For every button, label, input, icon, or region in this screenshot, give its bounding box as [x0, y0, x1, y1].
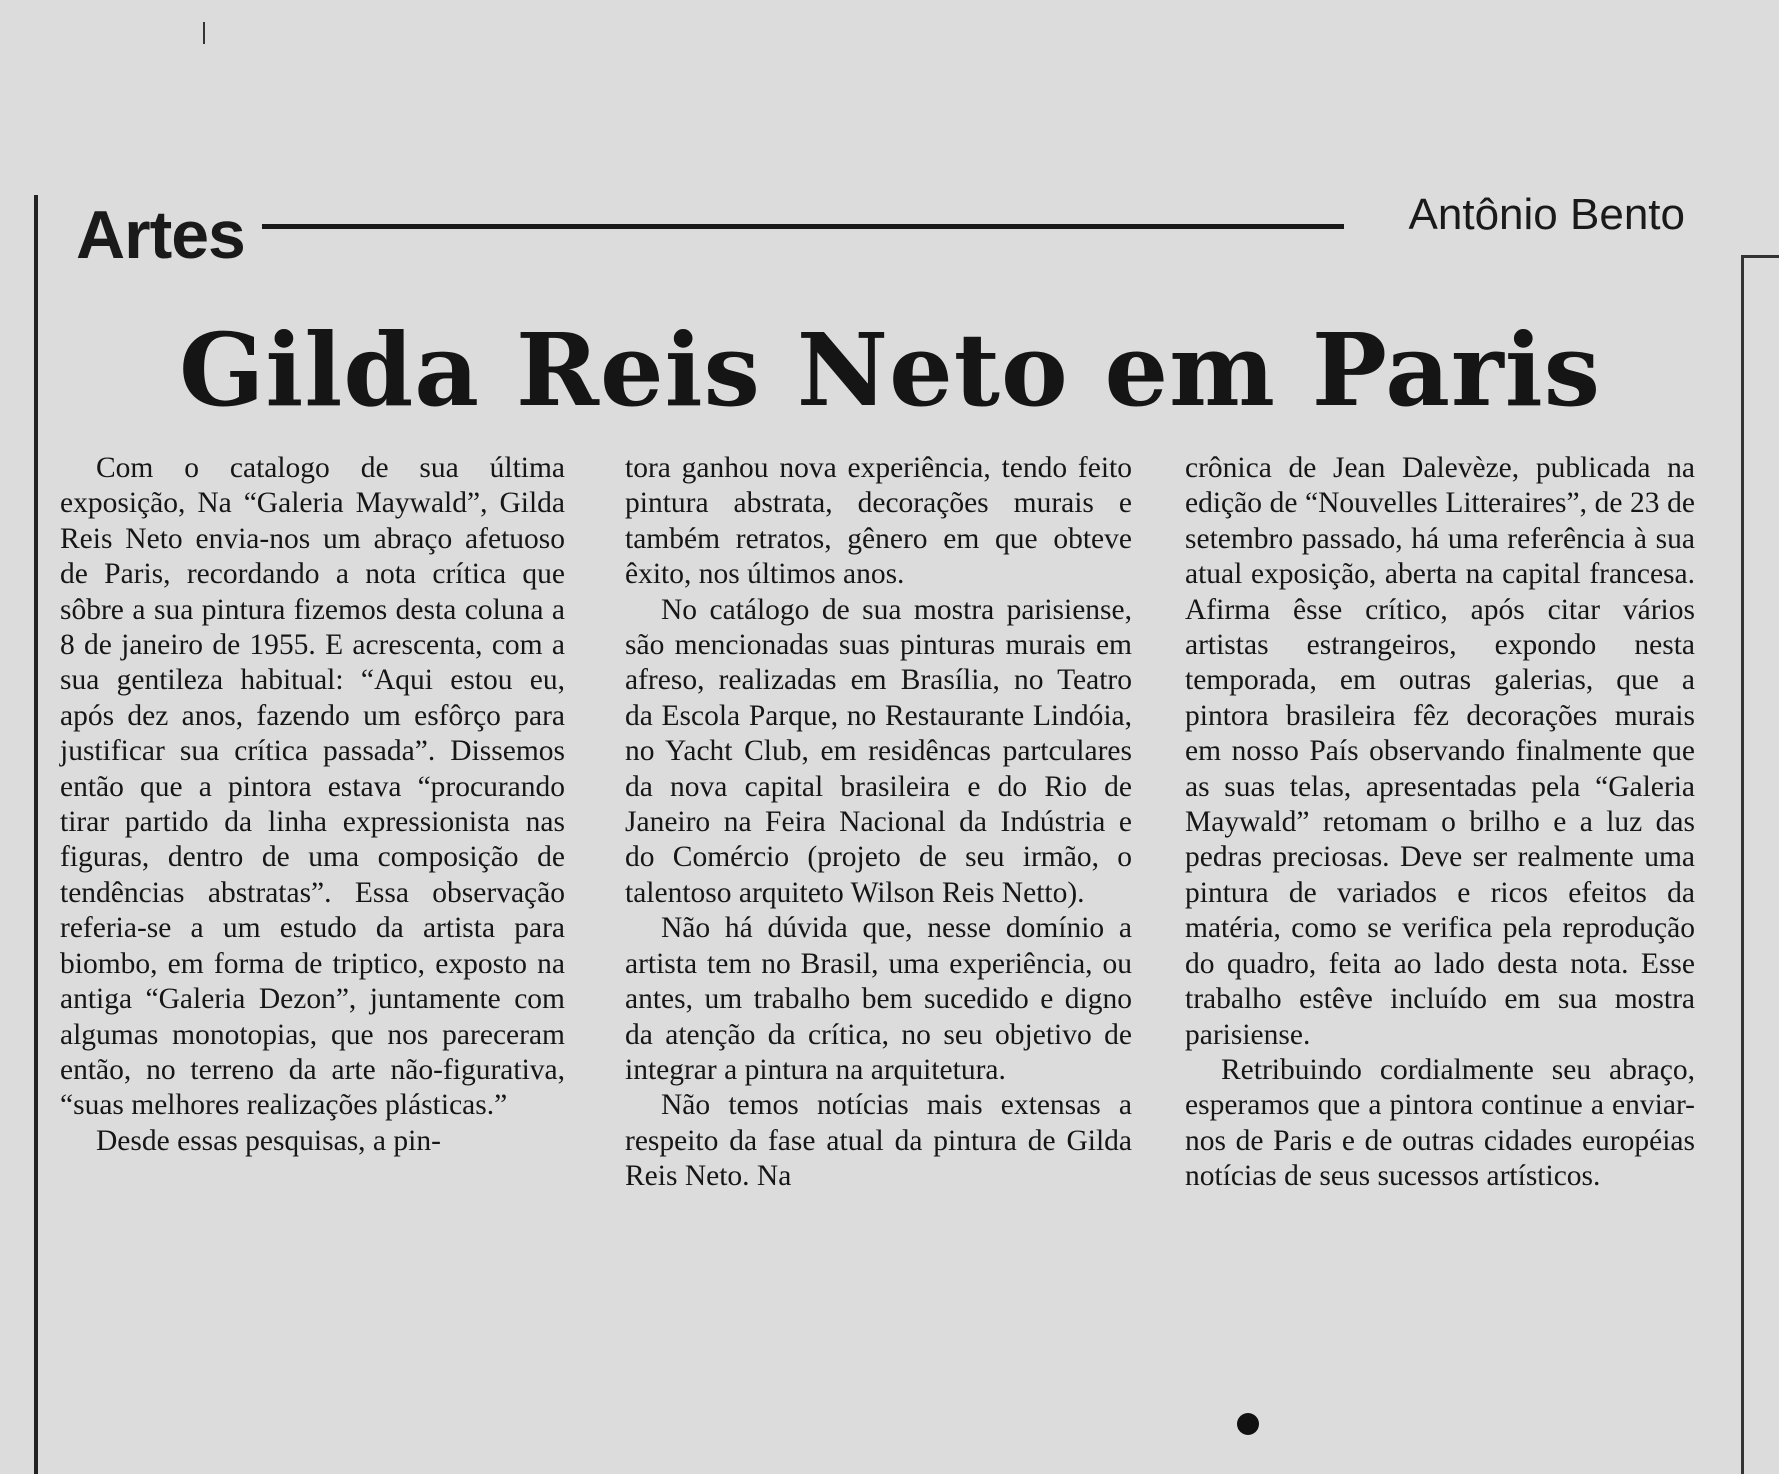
column-1-paragraph-1: Com o catalogo de sua última exposição, Na “Galeria Maywald”, Gilda Reis Neto envia-nos um abraço afetuoso de Paris, recordando a nota crítica que sôbre a sua pintura fizemos desta coluna a 8 de janeiro de 1955. E acrescenta, com a sua gentileza habitual: “Aqui estou eu, após dez anos, fazendo um esfôrço para justificar sua crítica passada”. Dissemos então que a pintora estava “procurando tirar partido da linha expressionista nas figuras, dentro de uma composição de tendências abstratas”. Essa observação referia-se a um estudo da artista para biombo, em forma de triptico, exposto na antiga “Galeria Dezon”, juntamente com algumas monotopias, que nos pareceram então, no terreno da arte não-figurativa, “suas melhores realizações plásticas.”	[60, 452, 565, 1122]
header-rule	[262, 224, 1344, 229]
column-1-paragraph-2: Desde essas pesquisas, a pin-	[96, 1124, 441, 1157]
column-2-paragraph-1: tora ganhou nova experiência, tendo feito pintura abstrata, decorações murais e também retratos, gênero em que obteve êxito, nos últimos anos.	[625, 452, 1132, 591]
article-column-3	[1185, 451, 1695, 1195]
left-column-rule	[34, 195, 38, 1474]
top-tick-mark	[203, 22, 205, 44]
article-column-1	[60, 451, 565, 1159]
column-3-paragraph-1: crônica de Jean Dalevèze, publicada na edição de “Nouvelles Litteraires”, de 23 de setembro passado, há uma referência à sua atual exposição, aberta na capital francesa. Afirma êsse crítico, após citar vários artistas estrangeiros, expondo nesta temporada, em outras galerias, que a pintora brasileira fêz decorações murais em nosso País observando finalmente que as suas telas, apresentadas pela “Galeria Maywald” retomam o brilho e a luz das pedras preciosas. Deve ser realmente uma pintura de variados e ricos efeitos da matéria, como se verifica pela reprodução do quadro, feita ao lado desta nota. Esse trabalho estêve incluído em sua mostra parisiense.	[1185, 452, 1695, 1051]
author-byline: Antônio Bento	[1408, 190, 1685, 239]
end-mark-dot	[1237, 1413, 1259, 1435]
column-2-paragraph-4: Não temos notícias mais extensas a respeito da fase atual da pintura de Gilda Reis Neto. Na	[625, 1089, 1132, 1193]
section-label: Artes	[76, 197, 245, 273]
column-3-paragraph-2: Retribuindo cordialmente seu abraço, esperamos que a pintora continue a enviar-nos de Paris e de outras cidades européias notícias de seus sucessos artísticos.	[1185, 1053, 1695, 1193]
article-headline: Gilda Reis Neto em Paris	[179, 311, 1601, 429]
article-column-2	[625, 451, 1132, 1195]
column-2-paragraph-3: Não há dúvida que, nesse domínio a artista tem no Brasil, uma experiência, ou antes, um trabalho bem sucedido e digno da atenção da crítica, no seu objetivo de integrar a pintura na arquitetura.	[625, 912, 1132, 1086]
right-rule-cap	[1741, 255, 1779, 258]
column-2-paragraph-2: No catálogo de sua mostra parisiense, são mencionadas suas pinturas murais em afreso, realizadas em Brasília, no Teatro da Escola Parque, no Restaurante Lindóia, no Yacht Club, em residêncas partculares da nova capital brasileira e do Rio de Janeiro na Feira Nacional da Indústria e do Comércio (projeto de seu irmão, o talentoso arquiteto Wilson Reis Netto).	[625, 593, 1132, 909]
right-column-rule	[1741, 255, 1744, 1474]
